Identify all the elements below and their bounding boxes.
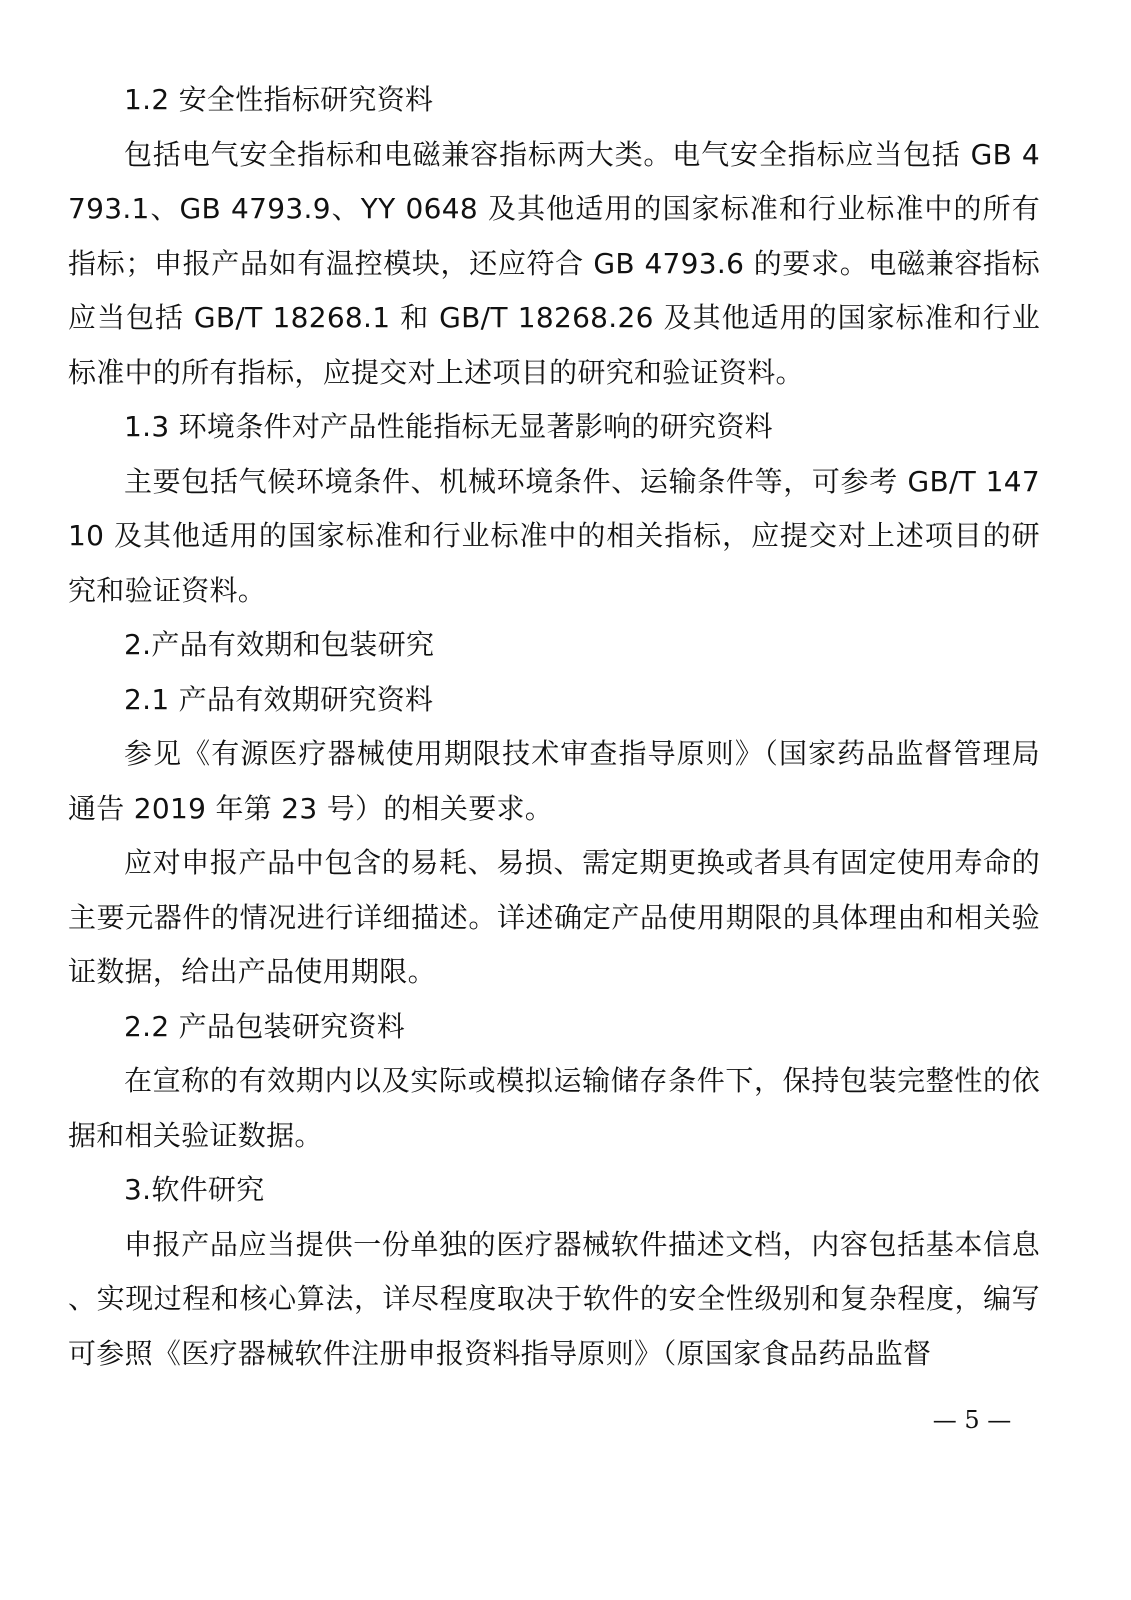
section-heading-1-3: 1.3 环境条件对产品性能指标无显著影响的研究资料: [124, 410, 773, 443]
section-heading-1-2: 1.2 安全性指标研究资料: [124, 83, 434, 116]
paragraph-safety-indicators: 包括电气安全指标和电磁兼容指标两大类。电气安全指标应当包括 GB 4793.1、GB 4793.9、YY 0648 及其他适用的国家标准和行业标准中的所有指标；申报产品如有温控模块，还应符合 GB 4793.6 的要求。电磁兼容指标应当包括 GB/T 18268.1 和 GB/T 18268.26 及其他适用的国家标准和行业标准中的所有指标，应提交对上述项目的研究和验证资料。: [68, 137, 1040, 389]
section-heading-2-2: 2.2 产品包装研究资料: [124, 1009, 406, 1043]
paragraph-environment-conditions: 主要包括气候环境条件、机械环境条件、运输条件等，可参考 GB/T 14710 及其他适用的国家标准和行业标准中的相关指标，应提交对上述项目的研究和验证资料。: [68, 464, 1040, 607]
document-body: [68, 73, 1040, 1381]
section-heading-2: 2.产品有效期和包装研究: [124, 628, 435, 661]
paragraph-component-lifetime: 应对申报产品中包含的易耗、易损、需定期更换或者具有固定使用寿命的主要元器件的情况进行详细描述。详述确定产品使用期限的具体理由和相关验证数据，给出产品使用期限。: [68, 846, 1040, 988]
page-number: — 5 —: [932, 1406, 1012, 1434]
section-heading-2-1: 2.1 产品有效期研究资料: [124, 682, 434, 716]
paragraph-software-description: 申报产品应当提供一份单独的医疗器械软件描述文档，内容包括基本信息、实现过程和核心算法，详尽程度取决于软件的安全性级别和复杂程度，编写可参照《医疗器械软件注册申报资料指导原则》（原国家食品药品监督: [68, 1227, 1040, 1370]
section-heading-3: 3.软件研究: [124, 1173, 265, 1206]
paragraph-validity-reference: 参见《有源医疗器械使用期限技术审查指导原则》（国家药品监督管理局通告 2019 年第 23 号）的相关要求。: [68, 737, 1040, 825]
paragraph-packaging-integrity: 在宣称的有效期内以及实际或模拟运输储存条件下，保持包装完整性的依据和相关验证数据。: [68, 1064, 1040, 1152]
